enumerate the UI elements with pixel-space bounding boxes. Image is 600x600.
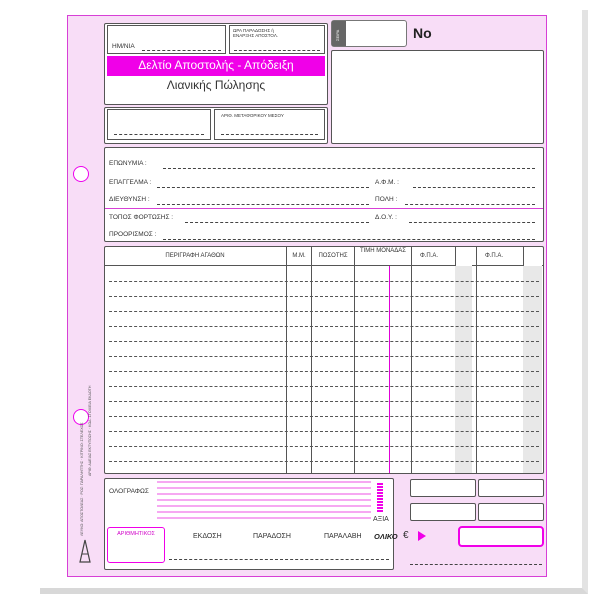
total-underline	[410, 564, 542, 565]
in-words-field[interactable]	[157, 481, 371, 523]
time-field[interactable]	[229, 25, 325, 54]
items-table	[104, 246, 544, 474]
table-row[interactable]	[109, 431, 539, 432]
series-strip	[332, 21, 346, 46]
doc-subtitle: Λιανικής Πώλησης	[166, 78, 266, 92]
total-box[interactable]	[410, 479, 476, 497]
vat1-shade	[455, 266, 472, 473]
side-text-copies: ΛΕΥΚΟ: ΑΠΟΣΤΟΛΕΑΣ · ΡΟΖ: ΠΑΡΑΛΗΠΤΗΣ · ΚΙΤΡΙΝΟ: ΣΤΕΛΕΧΟΣ	[80, 422, 84, 536]
time-label: ΩΡΑ ΠΑΡΑΔΟΣΗΣ ή ΕΝΑΡΞΗΣ ΑΠΟΣΤΟΛ.	[233, 28, 279, 38]
vehicle-field[interactable]	[214, 109, 325, 140]
name-label: ΕΠΩΝΥΜΙΑ :	[109, 160, 147, 167]
customer-block	[104, 147, 544, 242]
doy-line[interactable]	[409, 222, 535, 223]
table-row[interactable]	[109, 311, 539, 312]
time-line	[234, 50, 320, 51]
delivery-note-form	[67, 15, 547, 577]
number-label: No	[413, 25, 432, 41]
total-label: ΟΛΙΚΟ	[374, 532, 398, 541]
col-vat2-header: Φ.Π.Α.	[484, 253, 504, 259]
address-line[interactable]	[157, 204, 369, 205]
receipt-label: ΠΑΡΑΛΑΒΗ	[324, 533, 362, 540]
publisher-logo-icon	[78, 538, 92, 564]
doc-title: Δελτίο Αποστολής - Απόδειξη	[107, 56, 325, 76]
cents-divider	[389, 266, 390, 473]
vat2-shade	[523, 266, 542, 473]
col-description-header: ΠΕΡΙΓΡΑΦΗ ΑΓΑΘΩΝ	[165, 253, 225, 259]
table-row[interactable]	[109, 341, 539, 342]
col-unit-price-header: ΤΙΜΗ ΜΟΝΑΔΑΣ	[359, 248, 407, 254]
col-vat1-header: Φ.Π.Α.	[419, 253, 439, 259]
destination-label: ΠΡΟΟΡΙΣΜΟΣ :	[109, 231, 157, 238]
table-row[interactable]	[109, 386, 539, 387]
recipient-label: ΑΡΙΘΜΗΤΙΚΟΣ	[117, 531, 155, 537]
city-line[interactable]	[405, 204, 535, 205]
profession-label: ΕΠΑΓΓΕΛΜΑ :	[109, 179, 152, 186]
loading-label: ΤΟΠΟΣ ΦΟΡΤΩΣΗΣ :	[109, 214, 174, 221]
table-header-row	[105, 247, 543, 266]
currency-symbol: €	[403, 530, 409, 541]
extra-line	[114, 134, 204, 135]
vat1-pct-cell	[455, 247, 472, 266]
date-label: ΗΜ/ΝΙΑ	[112, 43, 135, 50]
col-quantity-header: ΠΟΣΟΤΗΣ	[318, 253, 348, 259]
signatures-block	[104, 478, 394, 570]
pointer-arrow-icon	[418, 531, 426, 541]
total-box[interactable]	[478, 479, 544, 497]
loading-line[interactable]	[185, 222, 369, 223]
col-unit-header: Μ.Μ.	[292, 253, 306, 259]
doy-label: Δ.Ο.Υ. :	[375, 214, 397, 221]
table-row[interactable]	[109, 296, 539, 297]
in-words-label: ΟΛΟΓΡΑΦΩΣ	[109, 488, 149, 495]
table-row[interactable]	[109, 371, 539, 372]
table-row[interactable]	[109, 326, 539, 327]
series-box[interactable]	[331, 20, 407, 47]
vat2-pct-cell	[523, 247, 542, 266]
address-label: ΔΙΕΥΘΥΝΣΗ :	[109, 196, 150, 203]
value-box[interactable]	[410, 503, 476, 521]
table-row[interactable]	[109, 281, 539, 282]
side-text-license: ΑΡΙΘ. ΑΔΕΙΑΣ ΕΚΤΥΠΩΣΗΣ · ΚΩΔ. ΣΤΟΙΧΕΙΑ ΕΚΔΟΤΗ	[88, 385, 92, 476]
delivery-label: ΠΑΡΑΔΟΣΗ	[253, 533, 291, 540]
value-label: ΑΞΙΑ	[373, 516, 389, 523]
city-label: ΠΟΛΗ :	[375, 196, 398, 203]
table-row[interactable]	[109, 401, 539, 402]
table-row[interactable]	[109, 416, 539, 417]
name-line[interactable]	[163, 168, 535, 169]
series-text: ΣΕΙΡΑ	[335, 29, 340, 41]
vehicle-line	[221, 134, 318, 135]
table-row[interactable]	[109, 446, 539, 447]
table-row[interactable]	[109, 356, 539, 357]
grand-total-box[interactable]	[458, 526, 544, 547]
recipient-box[interactable]	[107, 527, 165, 563]
table-row[interactable]	[109, 461, 539, 462]
profession-line[interactable]	[157, 187, 369, 188]
security-mark	[377, 483, 383, 513]
signature-line[interactable]	[169, 559, 389, 560]
header-title-block	[104, 23, 328, 105]
date-line	[142, 50, 221, 51]
afm-label: Α.Φ.Μ. :	[375, 179, 399, 186]
stamp-area	[331, 50, 544, 144]
extra-field[interactable]	[107, 109, 211, 140]
vehicle-label: ΑΡΙΘ. ΜΕΤΑΦΟΡΙΚΟΥ ΜΕΣΟΥ	[221, 113, 284, 118]
binding-hole-top	[73, 166, 89, 182]
afm-line[interactable]	[413, 187, 535, 188]
customer-divider	[105, 208, 543, 209]
destination-line[interactable]	[163, 239, 535, 240]
date-field[interactable]	[107, 25, 226, 54]
issue-label: ΕΚΔΟΣΗ	[193, 533, 222, 540]
value-box[interactable]	[478, 503, 544, 521]
transport-block	[104, 107, 328, 144]
